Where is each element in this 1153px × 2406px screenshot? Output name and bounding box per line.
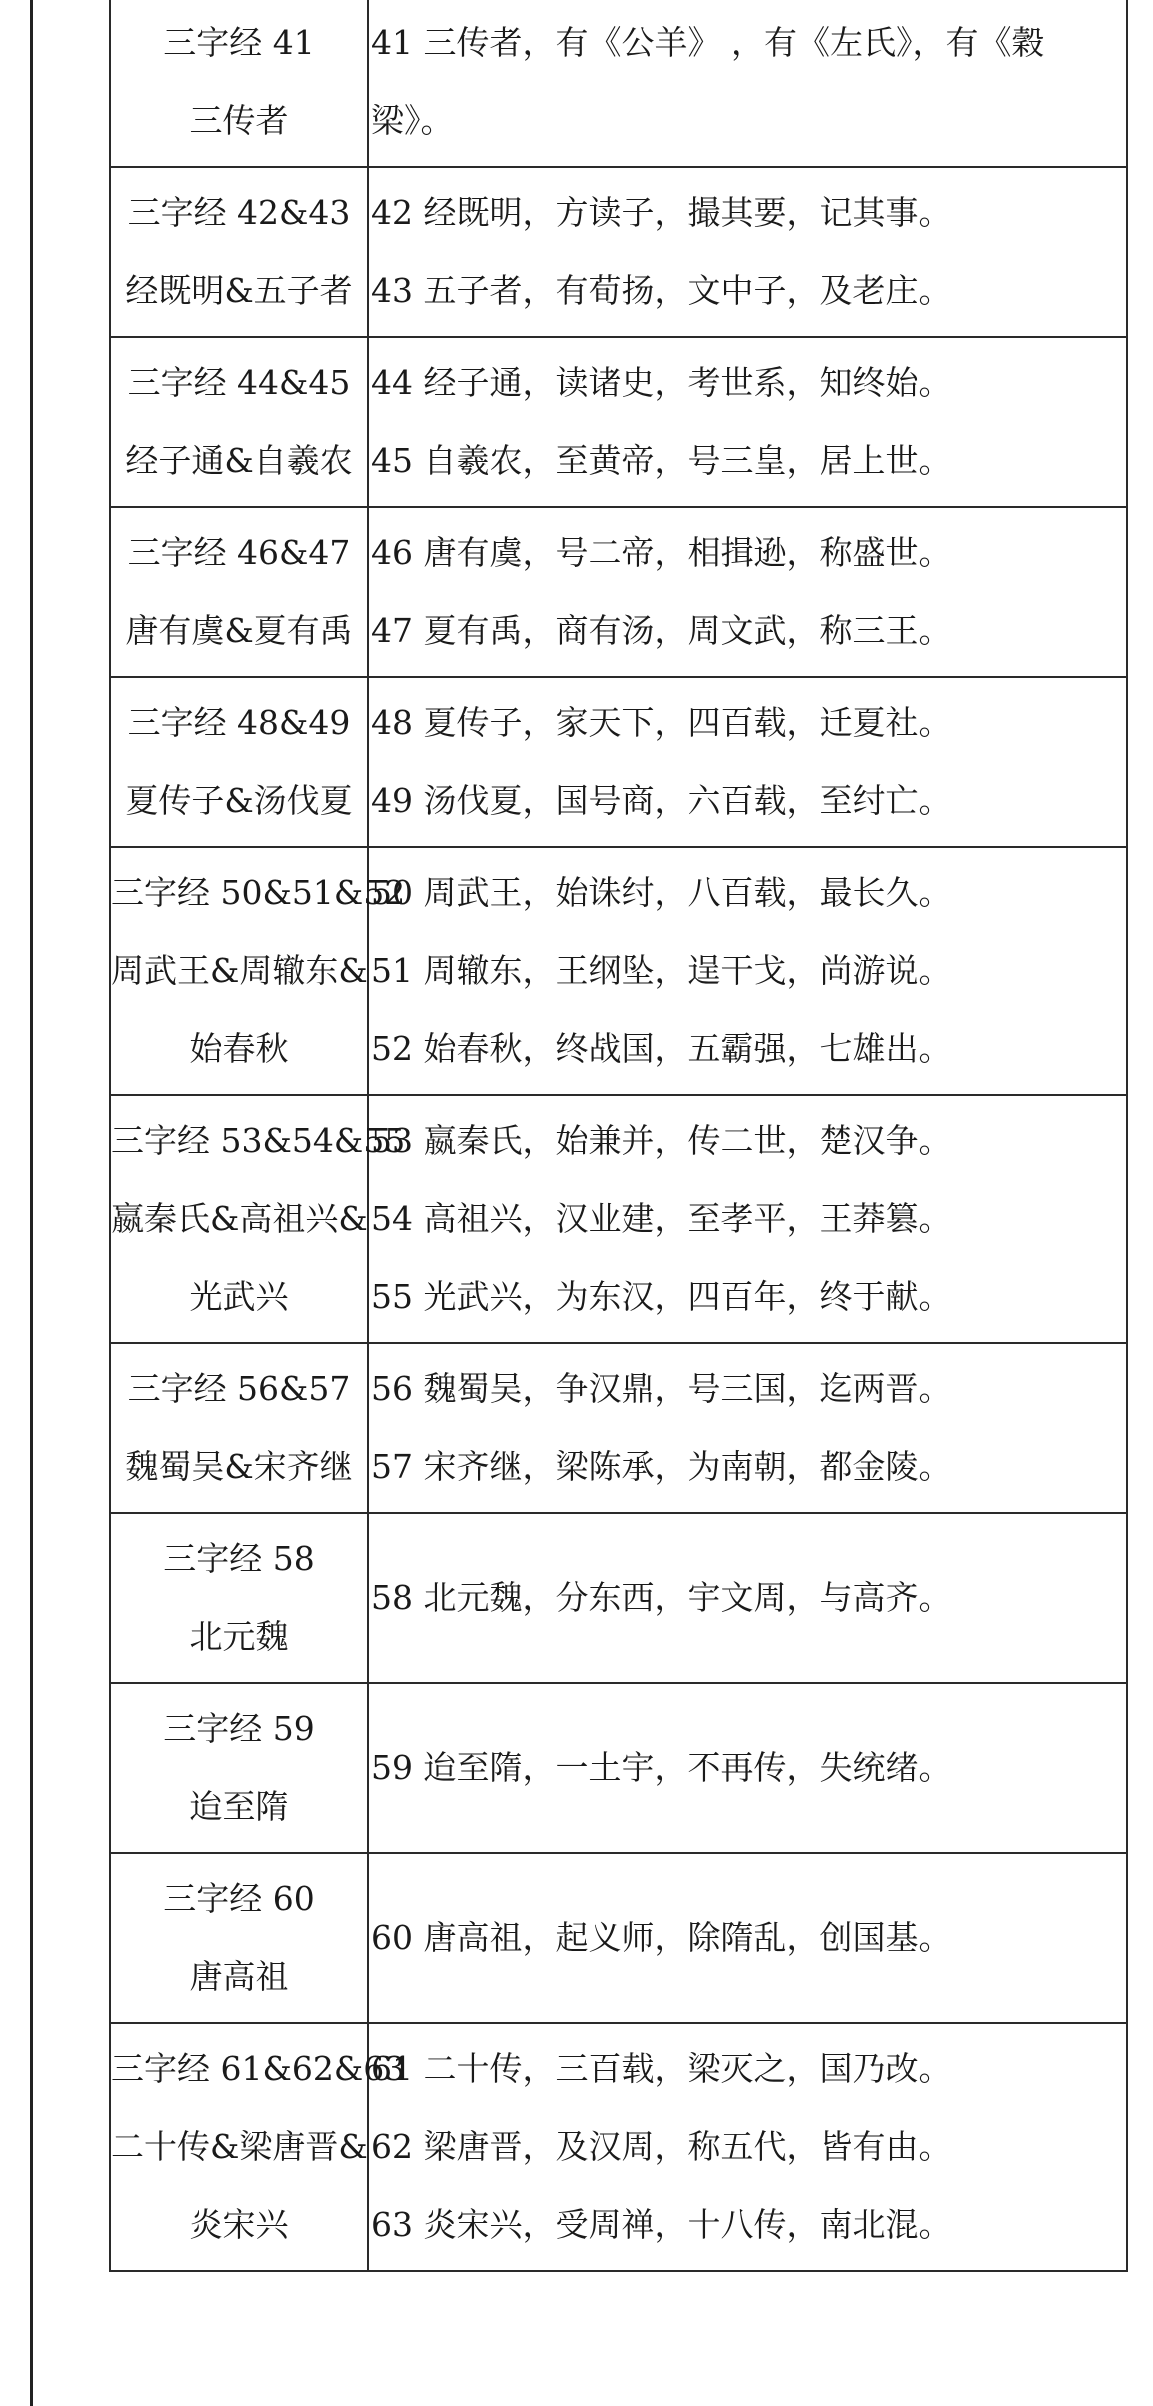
row-text-cell	[368, 1683, 1127, 1853]
row-title-cell	[110, 1683, 368, 1853]
row-title-line: 三字经 48&49	[127, 703, 351, 742]
table-row	[110, 167, 1127, 337]
row-text-line: 63 炎宋兴，受周禅，十八传，南北混。	[371, 2205, 952, 2244]
table-row	[110, 1095, 1127, 1343]
row-text-line: 45 自羲农，至黄帝，号三皇，居上世。	[371, 441, 952, 480]
row-text-cell	[368, 2023, 1127, 2271]
row-title-line: 三字经 58	[163, 1539, 315, 1578]
row-title-cell	[110, 167, 368, 337]
row-text-line: 51 周辙东，王纲坠，逞干戈，尚游说。	[371, 951, 952, 990]
row-title-cell	[110, 1853, 368, 2023]
row-title-cell	[110, 1095, 406, 1343]
table-row	[110, 2023, 1127, 2271]
row-title-line: 二十传&梁唐晋&	[111, 2127, 368, 2166]
table-row	[110, 1853, 1127, 2023]
row-title-line: 三字经 41	[163, 23, 315, 62]
row-text-line: 61 二十传，三百载，梁灭之，国乃改。	[371, 2049, 952, 2088]
row-title-line: 夏传子&汤伐夏	[125, 781, 353, 820]
row-text-cell	[368, 677, 1127, 847]
row-title-line: 嬴秦氏&高祖兴&	[111, 1199, 368, 1238]
row-title-line: 三字经 56&57	[127, 1369, 351, 1408]
table-body	[110, 0, 1127, 2271]
row-title-line: 三字经 59	[163, 1709, 315, 1748]
row-text-line: 60 唐高祖，起义师，除隋乱，创国基。	[371, 1918, 952, 1957]
row-title-line: 炎宋兴	[189, 2205, 289, 2244]
document-table-wrapper	[109, 0, 1120, 2272]
table-row	[110, 847, 1127, 1095]
row-text-line: 42 经既明，方读子，撮其要，记其事。	[371, 193, 952, 232]
row-title-cell	[110, 1513, 368, 1683]
row-title-cell	[110, 847, 406, 1095]
sanzijing-table	[109, 0, 1128, 2272]
table-row	[110, 337, 1127, 507]
row-title-line: 北元魏	[189, 1617, 289, 1656]
row-title-cell	[110, 1343, 368, 1513]
row-text-line: 57 宋齐继，梁陈承，为南朝，都金陵。	[371, 1447, 952, 1486]
row-text-line: 43 五子者，有荀扬，文中子，及老庄。	[371, 271, 952, 310]
row-title-line: 迨至隋	[189, 1787, 289, 1826]
row-text-cell	[368, 1343, 1127, 1513]
table-row	[110, 1513, 1127, 1683]
row-text-line: 59 迨至隋，一土宇，不再传，失统绪。	[371, 1748, 952, 1787]
row-title-line: 三字经 46&47	[127, 533, 351, 572]
table-row	[110, 507, 1127, 677]
table-row	[110, 677, 1127, 847]
row-title-cell	[110, 677, 368, 847]
row-text-line: 48 夏传子，家天下，四百载，迁夏社。	[371, 703, 952, 742]
row-text-line: 55 光武兴，为东汉，四百年，终于献。	[371, 1277, 952, 1316]
row-title-cell	[110, 0, 368, 167]
row-title-line: 三传者	[189, 101, 289, 140]
row-title-cell	[110, 337, 368, 507]
row-title-line: 魏蜀吴&宋齐继	[125, 1447, 353, 1486]
row-text-cell	[368, 337, 1127, 507]
row-title-cell	[110, 2023, 406, 2271]
row-text-cell	[368, 507, 1127, 677]
row-title-line: 三字经 60	[163, 1879, 315, 1918]
row-text-cell	[368, 0, 1127, 167]
row-title-line: 三字经 53&54&55	[111, 1121, 406, 1160]
row-title-line: 三字经 50&51&52	[111, 873, 406, 912]
row-title-line: 三字经 61&62&63	[111, 2049, 406, 2088]
row-text-line: 52 始春秋，终战国，五霸强，七雄出。	[371, 1029, 952, 1068]
row-text-cell	[368, 1095, 1127, 1343]
table-row	[110, 1683, 1127, 1853]
row-title-line: 始春秋	[189, 1029, 289, 1068]
row-text-line: 49 汤伐夏，国号商，六百载，至纣亡。	[371, 781, 952, 820]
row-title-line: 光武兴	[189, 1277, 289, 1316]
row-title-line: 唐有虞&夏有禹	[125, 611, 353, 650]
row-text-line: 47 夏有禹，商有汤，周文武，称三王。	[371, 611, 952, 650]
row-text-line: 50 周武王，始诛纣，八百载，最长久。	[371, 873, 952, 912]
row-text-cell	[368, 1853, 1127, 2023]
table-row	[110, 0, 1127, 167]
row-text-line: 44 经子通，读诸史，考世系，知终始。	[371, 363, 952, 402]
row-title-cell	[110, 507, 368, 677]
row-title-line: 经子通&自羲农	[125, 441, 353, 480]
row-title-line: 经既明&五子者	[125, 271, 353, 310]
row-text-line: 58 北元魏，分东西，宇文周，与高齐。	[371, 1578, 952, 1617]
row-text-line: 56 魏蜀吴，争汉鼎，号三国，迄两晋。	[371, 1369, 952, 1408]
row-text-line: 41 三传者，有《公羊》 ，有《左氏》，有《穀	[371, 23, 1045, 62]
row-title-line: 唐高祖	[189, 1957, 289, 1996]
row-text-cell	[368, 167, 1127, 337]
row-text-cell	[368, 1513, 1127, 1683]
row-text-line: 46 唐有虞，号二帝，相揖逊，称盛世。	[371, 533, 952, 572]
row-text-line: 54 高祖兴，汉业建，至孝平，王莽篡。	[371, 1199, 952, 1238]
table-row	[110, 1343, 1127, 1513]
row-title-line: 三字经 44&45	[127, 363, 351, 402]
row-title-line: 周武王&周辙东&	[111, 951, 368, 990]
page-left-border	[30, 0, 33, 2406]
row-text-line: 62 梁唐晋，及汉周，称五代，皆有由。	[371, 2127, 952, 2166]
row-text-cell	[368, 847, 1127, 1095]
row-text-line: 53 嬴秦氏，始兼并，传二世，楚汉争。	[371, 1121, 952, 1160]
row-text-line: 梁》。	[371, 101, 454, 140]
row-title-line: 三字经 42&43	[127, 193, 351, 232]
